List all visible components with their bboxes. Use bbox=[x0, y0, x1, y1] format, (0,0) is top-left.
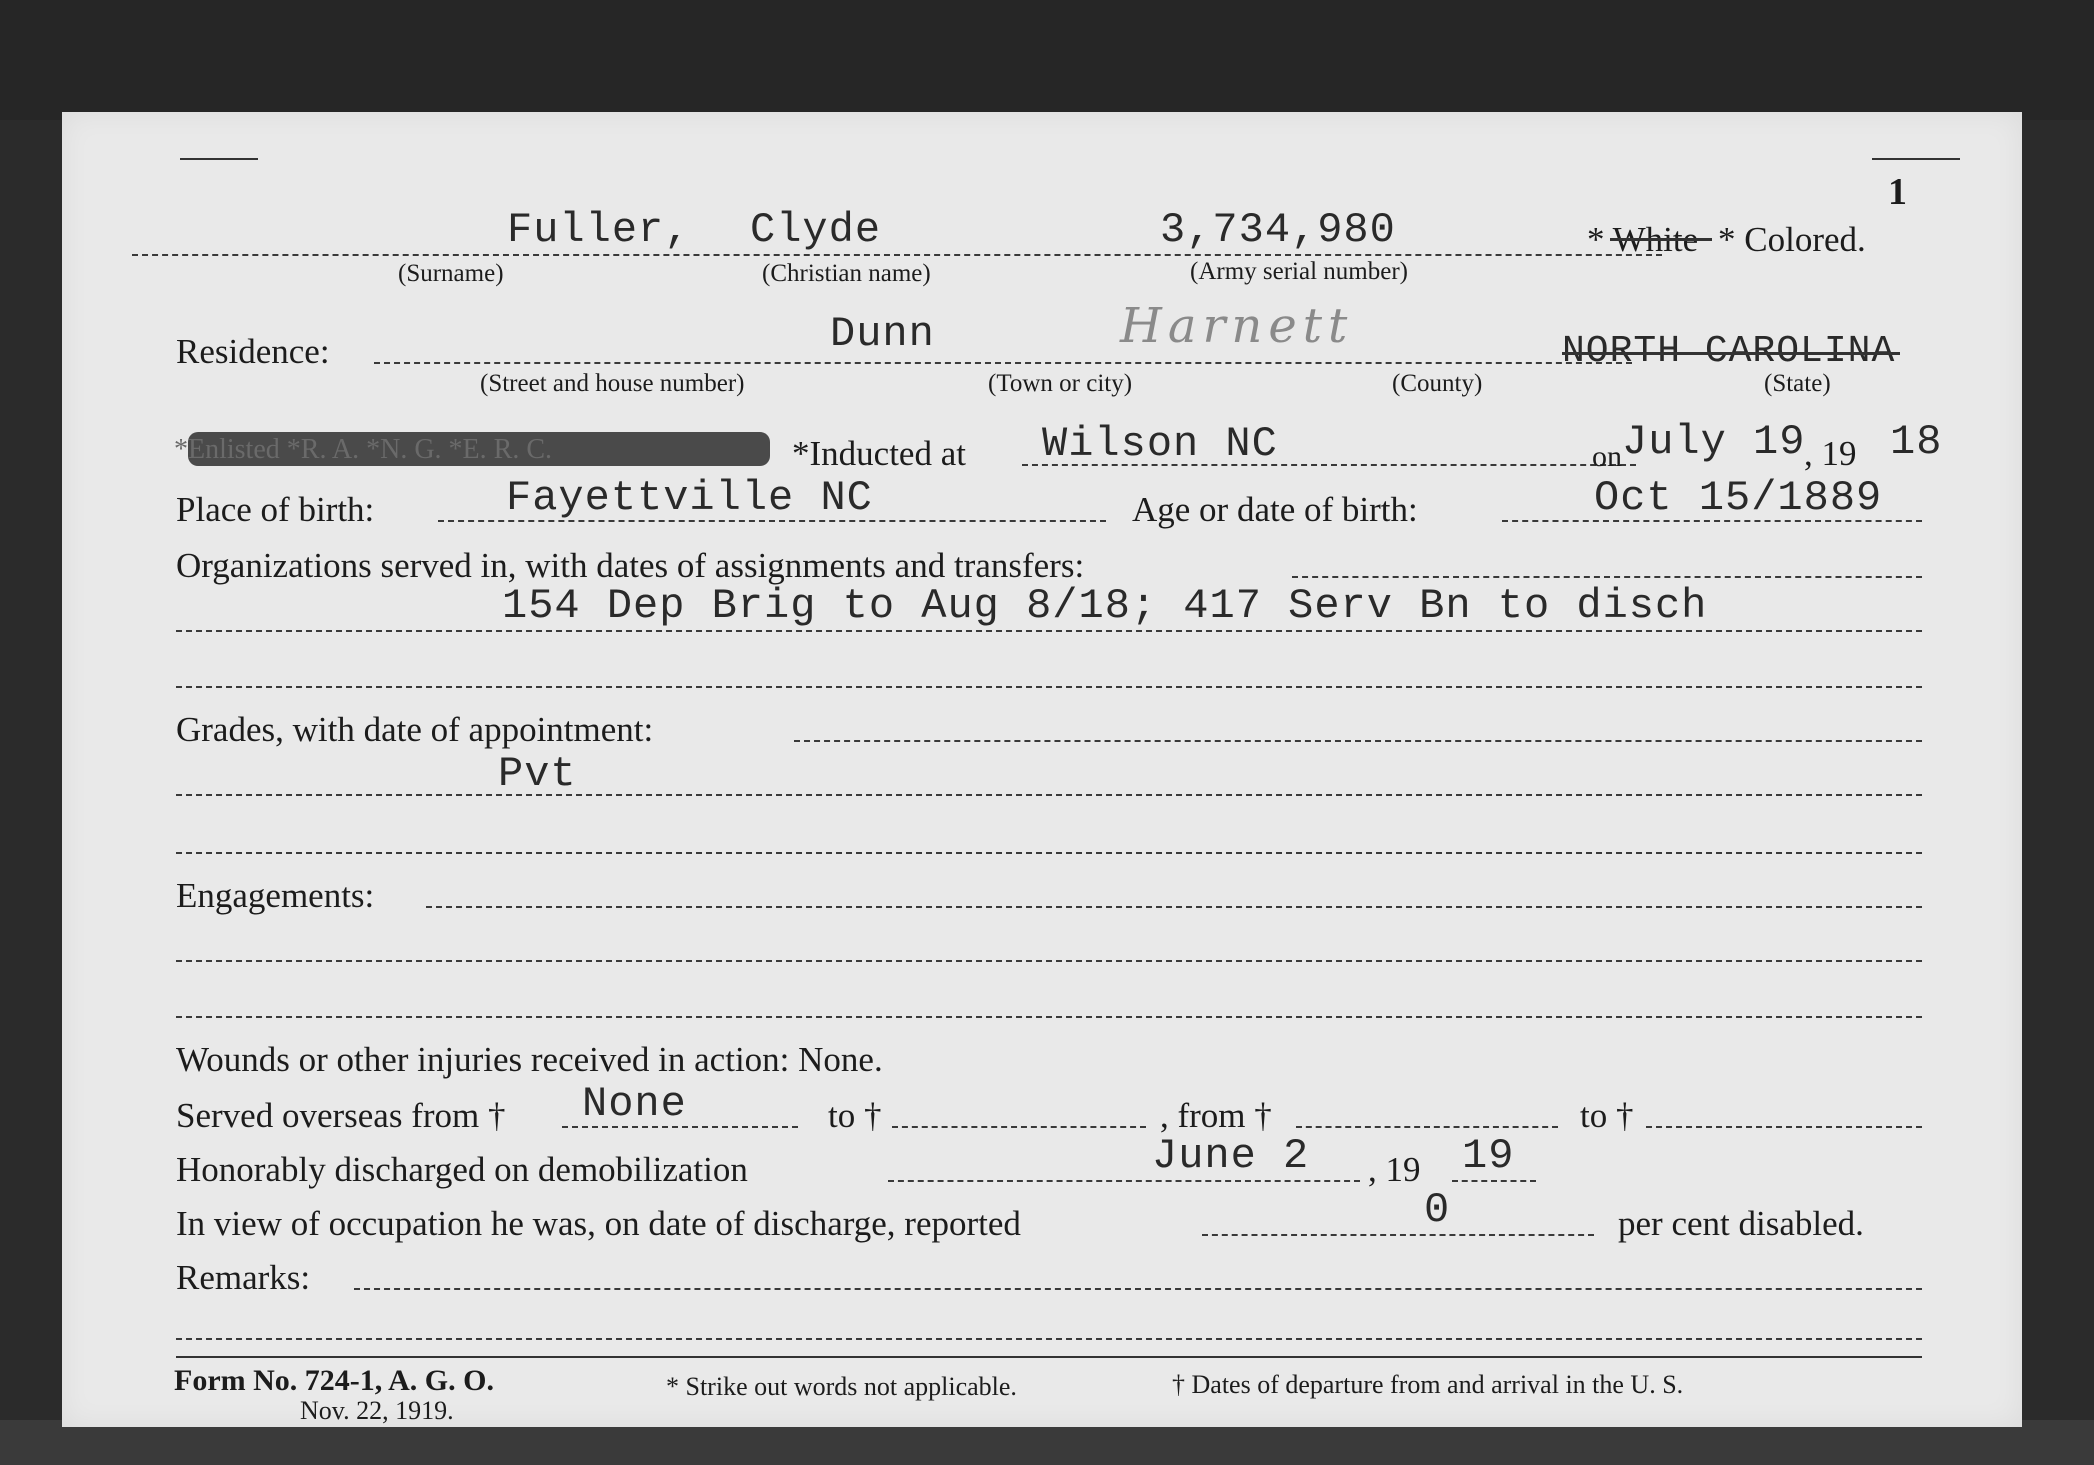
footnote-strike: * Strike out words not applicable. bbox=[666, 1372, 1017, 1401]
induct-date-value: July 19 bbox=[1622, 418, 1806, 466]
inducted-place-value: Wilson NC bbox=[1042, 420, 1278, 468]
footer-divider bbox=[176, 1356, 1922, 1358]
corner-mark-right bbox=[1872, 158, 1960, 160]
grades-line-3 bbox=[176, 852, 1922, 854]
grades-label: Grades, with date of appointment: bbox=[176, 710, 654, 749]
disability-value: 0 bbox=[1424, 1186, 1451, 1234]
engagements-line-2 bbox=[176, 960, 1922, 962]
enlisted-options: *Enlisted *R. A. *N. G. *E. R. C. bbox=[174, 434, 553, 465]
form-date: Nov. 22, 1919. bbox=[300, 1396, 454, 1425]
disability-label: In view of occupation he was, on date of discharge, reported bbox=[176, 1204, 1021, 1243]
induct-year-value: 18 bbox=[1890, 418, 1943, 466]
grades-line-1 bbox=[794, 740, 1922, 742]
discharge-date-line bbox=[888, 1180, 1360, 1182]
caption-christian-name: (Christian name) bbox=[762, 260, 931, 287]
service-record-card bbox=[62, 112, 2022, 1427]
race-white: * White bbox=[1587, 220, 1699, 259]
discharge-year-value: 19 bbox=[1462, 1132, 1515, 1180]
wounds-label: Wounds or other injuries received in action: None. bbox=[176, 1040, 883, 1079]
birth-date-label: Age or date of birth: bbox=[1132, 490, 1418, 529]
disability-suffix: per cent disabled. bbox=[1618, 1204, 1864, 1243]
induct-year-prefix: , 19 bbox=[1804, 434, 1857, 473]
caption-state: (State) bbox=[1764, 370, 1831, 397]
overseas-from-label: Served overseas from † bbox=[176, 1096, 506, 1135]
corner-mark-left bbox=[180, 158, 258, 160]
overseas-to-line-1 bbox=[892, 1126, 1146, 1128]
engagements-line-1 bbox=[426, 906, 1922, 908]
overseas-value: None bbox=[582, 1080, 687, 1128]
overseas-from-line-2 bbox=[1296, 1126, 1558, 1128]
caption-street: (Street and house number) bbox=[480, 370, 745, 397]
residence-line bbox=[374, 362, 1632, 364]
race-colored: * Colored. bbox=[1718, 220, 1866, 259]
overseas-from-label-2: , from † bbox=[1160, 1096, 1272, 1135]
residence-label: Residence: bbox=[176, 332, 330, 371]
state-value: NORTH CAROLINA bbox=[1562, 330, 1896, 373]
name-line bbox=[132, 254, 1662, 256]
state-strikeout bbox=[1562, 352, 1900, 355]
discharged-label: Honorably discharged on demobilization bbox=[176, 1150, 748, 1189]
christian-name-value: Clyde bbox=[750, 206, 882, 254]
discharge-year-prefix: , 19 bbox=[1368, 1150, 1421, 1189]
caption-town: (Town or city) bbox=[988, 370, 1133, 397]
organizations-value: 154 Dep Brig to Aug 8/18; 417 Serv Bn to disch bbox=[502, 582, 1708, 630]
inducted-label: *Inducted at bbox=[792, 434, 966, 473]
birth-place-label: Place of birth: bbox=[176, 490, 375, 529]
remarks-label: Remarks: bbox=[176, 1258, 311, 1297]
organizations-label: Organizations served in, with dates of assignments and transfers: bbox=[176, 546, 1085, 585]
race-white-strikeout bbox=[1610, 238, 1712, 241]
on-label: on bbox=[1592, 440, 1622, 473]
serial-number-value: 3,734,980 bbox=[1160, 206, 1396, 254]
organizations-line-2 bbox=[176, 630, 1922, 632]
birth-date-value: Oct 15/1889 bbox=[1594, 474, 1883, 522]
surname-value: Fuller, bbox=[507, 206, 691, 254]
remarks-line-1 bbox=[354, 1288, 1922, 1290]
caption-serial-number: (Army serial number) bbox=[1190, 258, 1408, 285]
footnote-dates: † Dates of departure from and arrival in the U. S. bbox=[1172, 1370, 1684, 1399]
county-value: Harnett bbox=[1120, 298, 1354, 354]
form-number: Form No. 724-1, A. G. O. bbox=[174, 1364, 494, 1397]
organizations-line-1 bbox=[1292, 576, 1922, 578]
discharge-year-line bbox=[1452, 1180, 1536, 1182]
disability-line bbox=[1202, 1234, 1594, 1236]
scanner-background-top bbox=[0, 0, 2094, 120]
overseas-to-label-1: to † bbox=[828, 1096, 882, 1135]
page-number: 1 bbox=[1888, 171, 1907, 213]
engagements-line-3 bbox=[176, 1016, 1922, 1018]
remarks-line-2 bbox=[176, 1338, 1922, 1340]
town-value: Dunn bbox=[830, 310, 935, 358]
caption-surname: (Surname) bbox=[398, 260, 504, 287]
grades-line-2 bbox=[176, 794, 1922, 796]
caption-county: (County) bbox=[1392, 370, 1483, 397]
discharge-date-value: June 2 bbox=[1152, 1132, 1310, 1180]
organizations-line-3 bbox=[176, 686, 1922, 688]
grades-value: Pvt bbox=[498, 750, 577, 798]
birth-place-value: Fayettville NC bbox=[506, 474, 873, 522]
engagements-label: Engagements: bbox=[176, 876, 375, 915]
overseas-to-line-2 bbox=[1646, 1126, 1922, 1128]
overseas-to-label-2: to † bbox=[1580, 1096, 1634, 1135]
